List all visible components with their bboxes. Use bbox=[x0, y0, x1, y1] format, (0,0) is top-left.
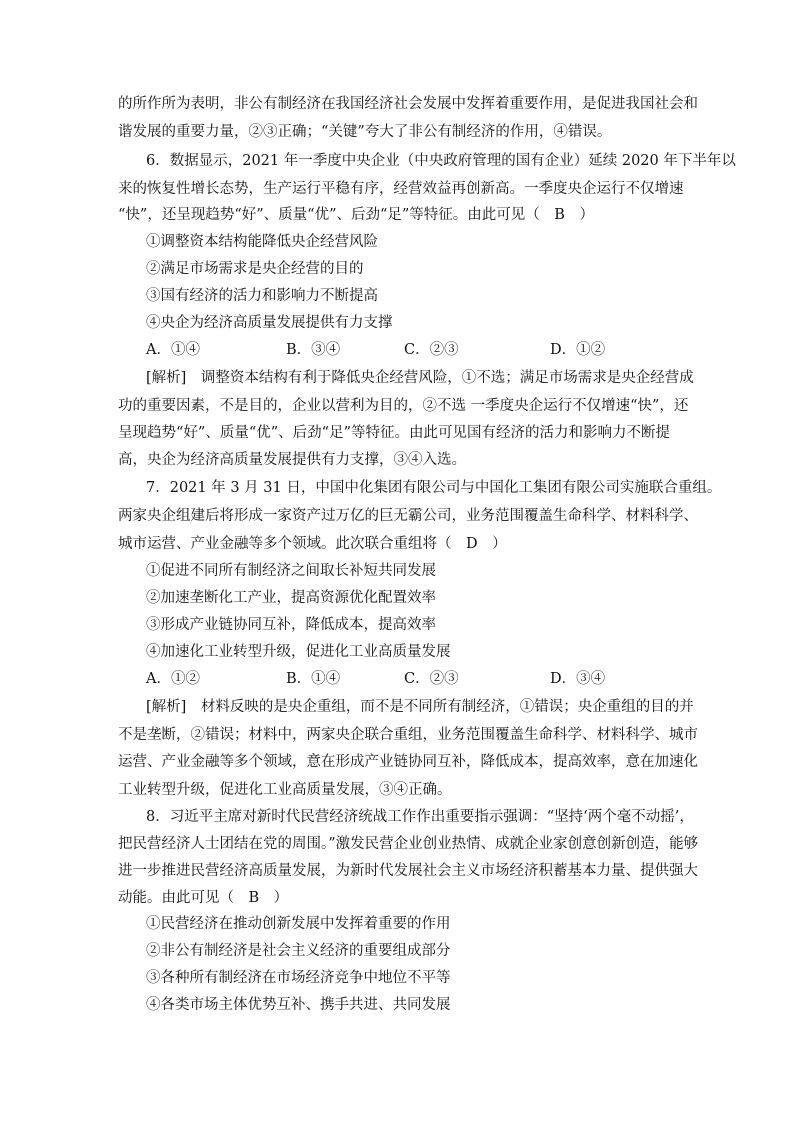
option-c: C．②③ bbox=[404, 671, 459, 687]
question-8-stem: 8．习近平主席对新时代民营经济统战工作作出重要指示强调：“坚持‘两个毫不动摇’， bbox=[146, 809, 694, 825]
option-d: D．③④ bbox=[550, 671, 606, 687]
question-6-stem: “快”，还呈现趋势“好”、质量“优”、后劲“足”等特征。由此可见（ B ） bbox=[118, 207, 594, 223]
question-6-item: ②满足市场需求是央企经营的目的 bbox=[146, 261, 364, 277]
question-7-item: ④加速化工业转型升级，促进化工业高质量发展 bbox=[146, 644, 451, 660]
question-7-stem: 城市运营、产业金融等多个领域。此次联合重组将（ D ） bbox=[118, 536, 507, 552]
question-6-analysis: 功的重要因素，不是目的，企业以营利为目的，②不选 一季度央企运行不仅增速“快”，还 bbox=[118, 398, 689, 414]
question-8-item: ④各类市场主体优势互补、携手共进、共同发展 bbox=[146, 997, 451, 1013]
question-7-stem: 两家央企组建后将形成一家资产过万亿的巨无霸公司，业务范围覆盖生命科学、材料科学、 bbox=[118, 508, 698, 524]
question-7-analysis: 不是垄断，②错误；材料中，两家央企联合重组，业务范围覆盖生命科学、材料科学、城市 bbox=[118, 727, 698, 743]
option-c: C．②③ bbox=[404, 342, 459, 358]
question-6-item: ③国有经济的活力和影响力不断提高 bbox=[146, 288, 378, 304]
question-6-item: ①调整资本结构能降低央企经营风险 bbox=[146, 234, 378, 250]
question-7-analysis: 工业转型升级，促进化工业高质量发展，③④正确。 bbox=[118, 782, 452, 798]
question-7-item: ③形成产业链协同互补，降低成本，提高效率 bbox=[146, 617, 436, 633]
option-a: A．①② bbox=[146, 671, 200, 687]
question-8-item: ②非公有制经济是社会主义经济的重要组成部分 bbox=[146, 943, 451, 959]
question-7-stem: 7．2021 年 3 月 31 日，中国中化集团有限公司与中国化工集团有限公司实施联合重组。 bbox=[146, 480, 722, 496]
question-8-item: ①民营经济在推动创新发展中发挥着重要的作用 bbox=[146, 916, 451, 932]
option-b: B．③④ bbox=[286, 342, 341, 358]
option-b: B．①④ bbox=[286, 671, 341, 687]
text-line: 的所作所为表明，非公有制经济在我国经济社会发展中发挥着重要作用，是促进我国社会和 bbox=[118, 96, 698, 112]
option-a: A．①④ bbox=[146, 342, 200, 358]
question-8-item: ③各种所有制经济在市场经济竞争中地位不平等 bbox=[146, 970, 451, 986]
question-8-stem: 进一步推进民营经济高质量发展，为新时代发展社会主义市场经济积蓄基本力量、提供强大 bbox=[118, 863, 698, 879]
text-line: 谐发展的重要力量，②③正确；“关键”夸大了非公有制经济的作用，④错误。 bbox=[118, 124, 612, 140]
question-6-analysis: 高，央企为经济高质量发展提供有力支撑，③④入选。 bbox=[118, 452, 466, 468]
option-d: D．①② bbox=[550, 342, 606, 358]
question-7-analysis: [解析] 材料反映的是央企重组，而不是不同所有制经济，①错误；央企重组的目的并 bbox=[146, 699, 694, 715]
question-6-analysis: 呈现趋势“好”、质量“优”、后劲“足”等特征。由此可见国有经济的活力和影响力不断提 bbox=[118, 425, 670, 441]
question-7-item: ①促进不同所有制经济之间取长补短共同发展 bbox=[146, 563, 436, 579]
question-6-stem: 6．数据显示，2021 年一季度中央企业（中央政府管理的国有企业）延续 2020 年下半年以 bbox=[146, 153, 736, 169]
question-7-analysis: 运营、产业金融等多个领域，意在形成产业链协同互补，降低成本，提高效率，意在加速化 bbox=[118, 754, 698, 770]
question-7-item: ②加速垄断化工产业，提高资源优化配置效率 bbox=[146, 590, 436, 606]
question-6-analysis: [解析] 调整资本结构有利于降低央企经营风险，①不选；满足市场需求是央企经营成 bbox=[146, 370, 694, 386]
question-8-stem: 动能。由此可见（ B ） bbox=[118, 890, 289, 906]
question-8-stem: 把民营经济人士团结在党的周围。”激发民营企业创业热情、成就企业家创意创新创造，能够 bbox=[118, 836, 699, 852]
question-6-item: ④央企为经济高质量发展提供有力支撑 bbox=[146, 315, 393, 331]
question-6-stem: 来的恢复性增长态势，生产运行平稳有序，经营效益再创新高。一季度央企运行不仅增速 bbox=[118, 181, 684, 197]
